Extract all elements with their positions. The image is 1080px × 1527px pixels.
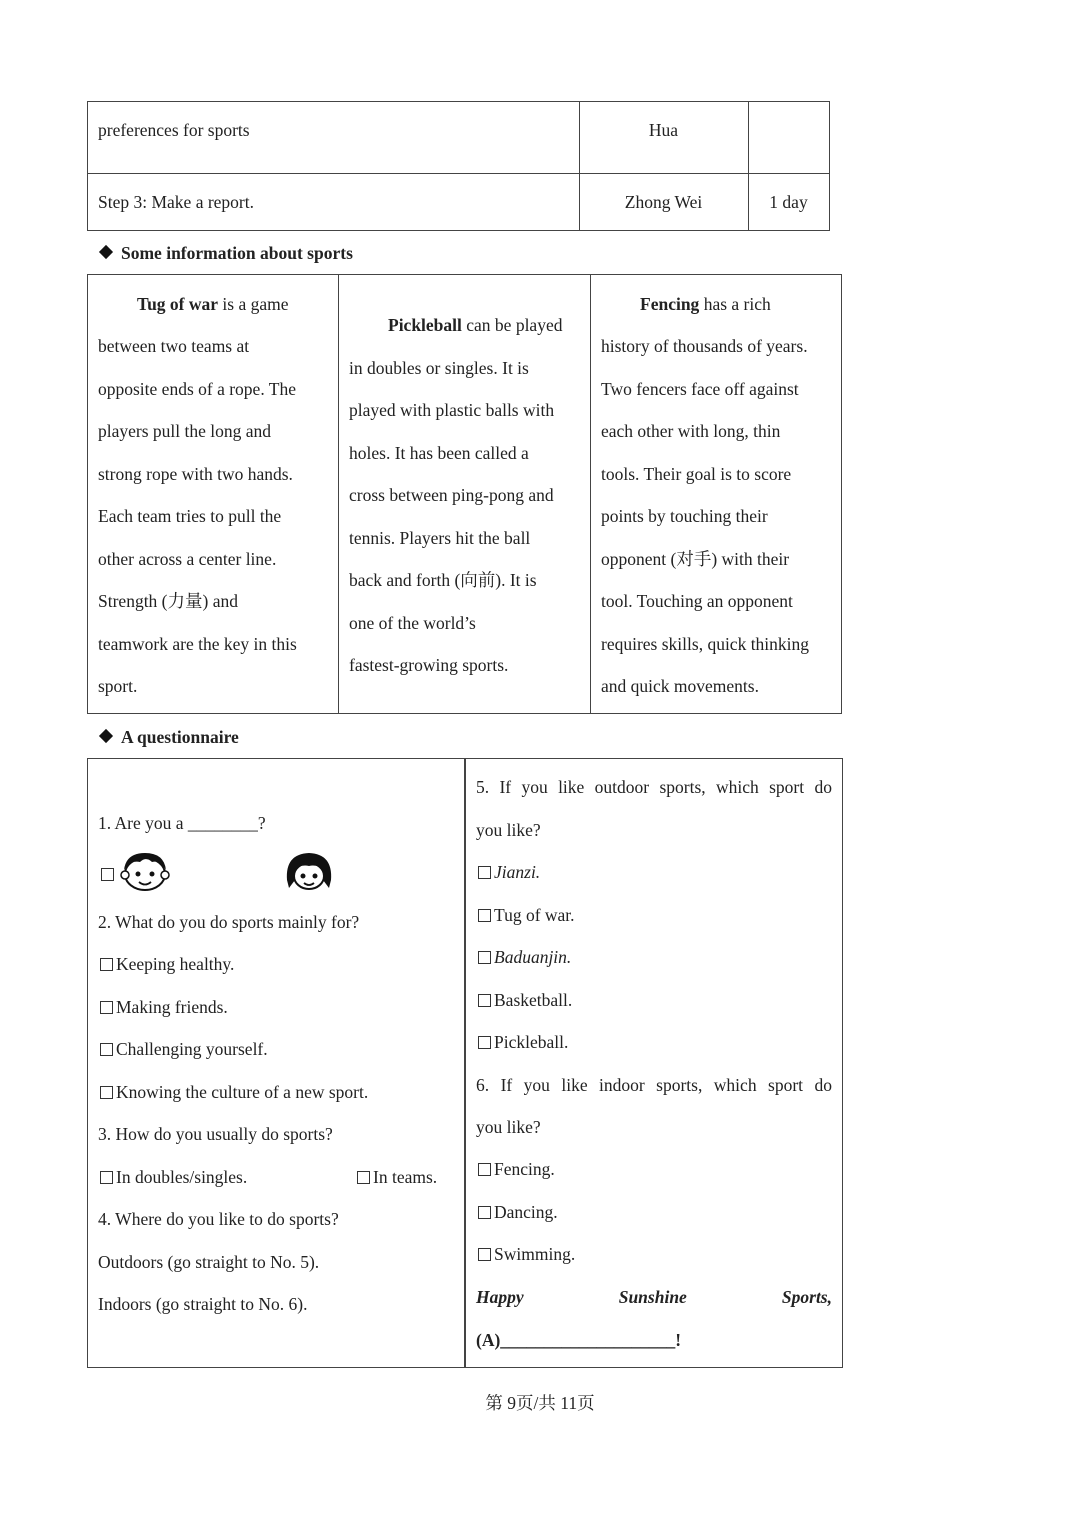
checkbox[interactable] (478, 994, 491, 1007)
q5-option-pickleball[interactable]: Pickleball. (478, 1034, 568, 1052)
q2-option-1[interactable]: Keeping healthy. (100, 956, 234, 974)
checkbox[interactable] (478, 1248, 491, 1261)
checkbox[interactable] (100, 1001, 113, 1014)
fencing-term: Fencing (640, 294, 700, 314)
boy-face-icon (116, 850, 174, 892)
plan-row-1-person: Hua (648, 120, 679, 140)
answer-blank-a[interactable]: (A)____________________! (476, 1330, 682, 1350)
question-3: 3. How do you usually do sports? (98, 1124, 333, 1144)
checkbox[interactable] (478, 866, 491, 879)
question-2: 2. What do you do sports mainly for? (98, 912, 360, 932)
q2-option-3[interactable]: Challenging yourself. (100, 1041, 268, 1059)
q2-option-4[interactable]: Knowing the culture of a new sport. (100, 1084, 368, 1102)
checkbox[interactable] (100, 1043, 113, 1056)
page-number: 第 9页/共 11页 (485, 1393, 595, 1413)
checkbox[interactable] (478, 1163, 491, 1176)
q5-option-jianzi[interactable]: Jianzi. (478, 864, 540, 882)
section-heading-questionnaire: A questionnaire (101, 729, 239, 747)
plan-row-2-task: Step 3: Make a report. (98, 192, 254, 212)
slogan: Happy Sunshine Sports, (476, 1287, 832, 1307)
question-5: 5. If you like outdoor sports, which sport do (476, 777, 832, 797)
checkbox[interactable] (478, 951, 491, 964)
question-6: 6. If you like indoor sports, which sport do (476, 1075, 832, 1095)
checkbox[interactable] (478, 909, 491, 922)
checkbox[interactable] (478, 1206, 491, 1219)
diamond-bullet-icon (99, 729, 113, 743)
q3-option-1[interactable]: In doubles/singles. (100, 1169, 247, 1187)
plan-row-1-task: preferences for sports (98, 120, 250, 140)
question-5-cont: you like? (476, 820, 541, 840)
q4-indoors: Indoors (go straight to No. 6). (98, 1294, 308, 1314)
question-4: 4. Where do you like to do sports? (98, 1209, 339, 1229)
q6-option-dancing[interactable]: Dancing. (478, 1204, 558, 1222)
question-6-cont: you like? (476, 1117, 541, 1137)
q5-option-basketball[interactable]: Basketball. (478, 992, 572, 1010)
question-1: 1. Are you a ________? (98, 813, 266, 833)
checkbox[interactable] (478, 1036, 491, 1049)
plan-row-2-time: 1 day (769, 192, 808, 212)
q6-option-fencing[interactable]: Fencing. (478, 1161, 555, 1179)
plan-row-2-person: Zhong Wei (624, 192, 703, 212)
section-heading-info: Some information about sports (101, 245, 353, 263)
checkbox[interactable] (100, 1171, 113, 1184)
q5-option-tug-of-war[interactable]: Tug of war. (478, 907, 575, 925)
girl-face-icon (283, 850, 335, 892)
checkbox-boy[interactable] (101, 868, 114, 881)
pickleball-term: Pickleball (388, 315, 462, 335)
q5-option-baduanjin[interactable]: Baduanjin. (478, 949, 571, 967)
q4-outdoors: Outdoors (go straight to No. 5). (98, 1252, 320, 1272)
q6-option-swimming[interactable]: Swimming. (478, 1246, 575, 1264)
diamond-bullet-icon (99, 245, 113, 259)
q3-option-2[interactable]: In teams. (357, 1169, 437, 1187)
checkbox[interactable] (100, 958, 113, 971)
q2-option-2[interactable]: Making friends. (100, 999, 228, 1017)
tug-of-war-term: Tug of war (137, 294, 219, 314)
checkbox[interactable] (357, 1171, 370, 1184)
checkbox[interactable] (100, 1086, 113, 1099)
